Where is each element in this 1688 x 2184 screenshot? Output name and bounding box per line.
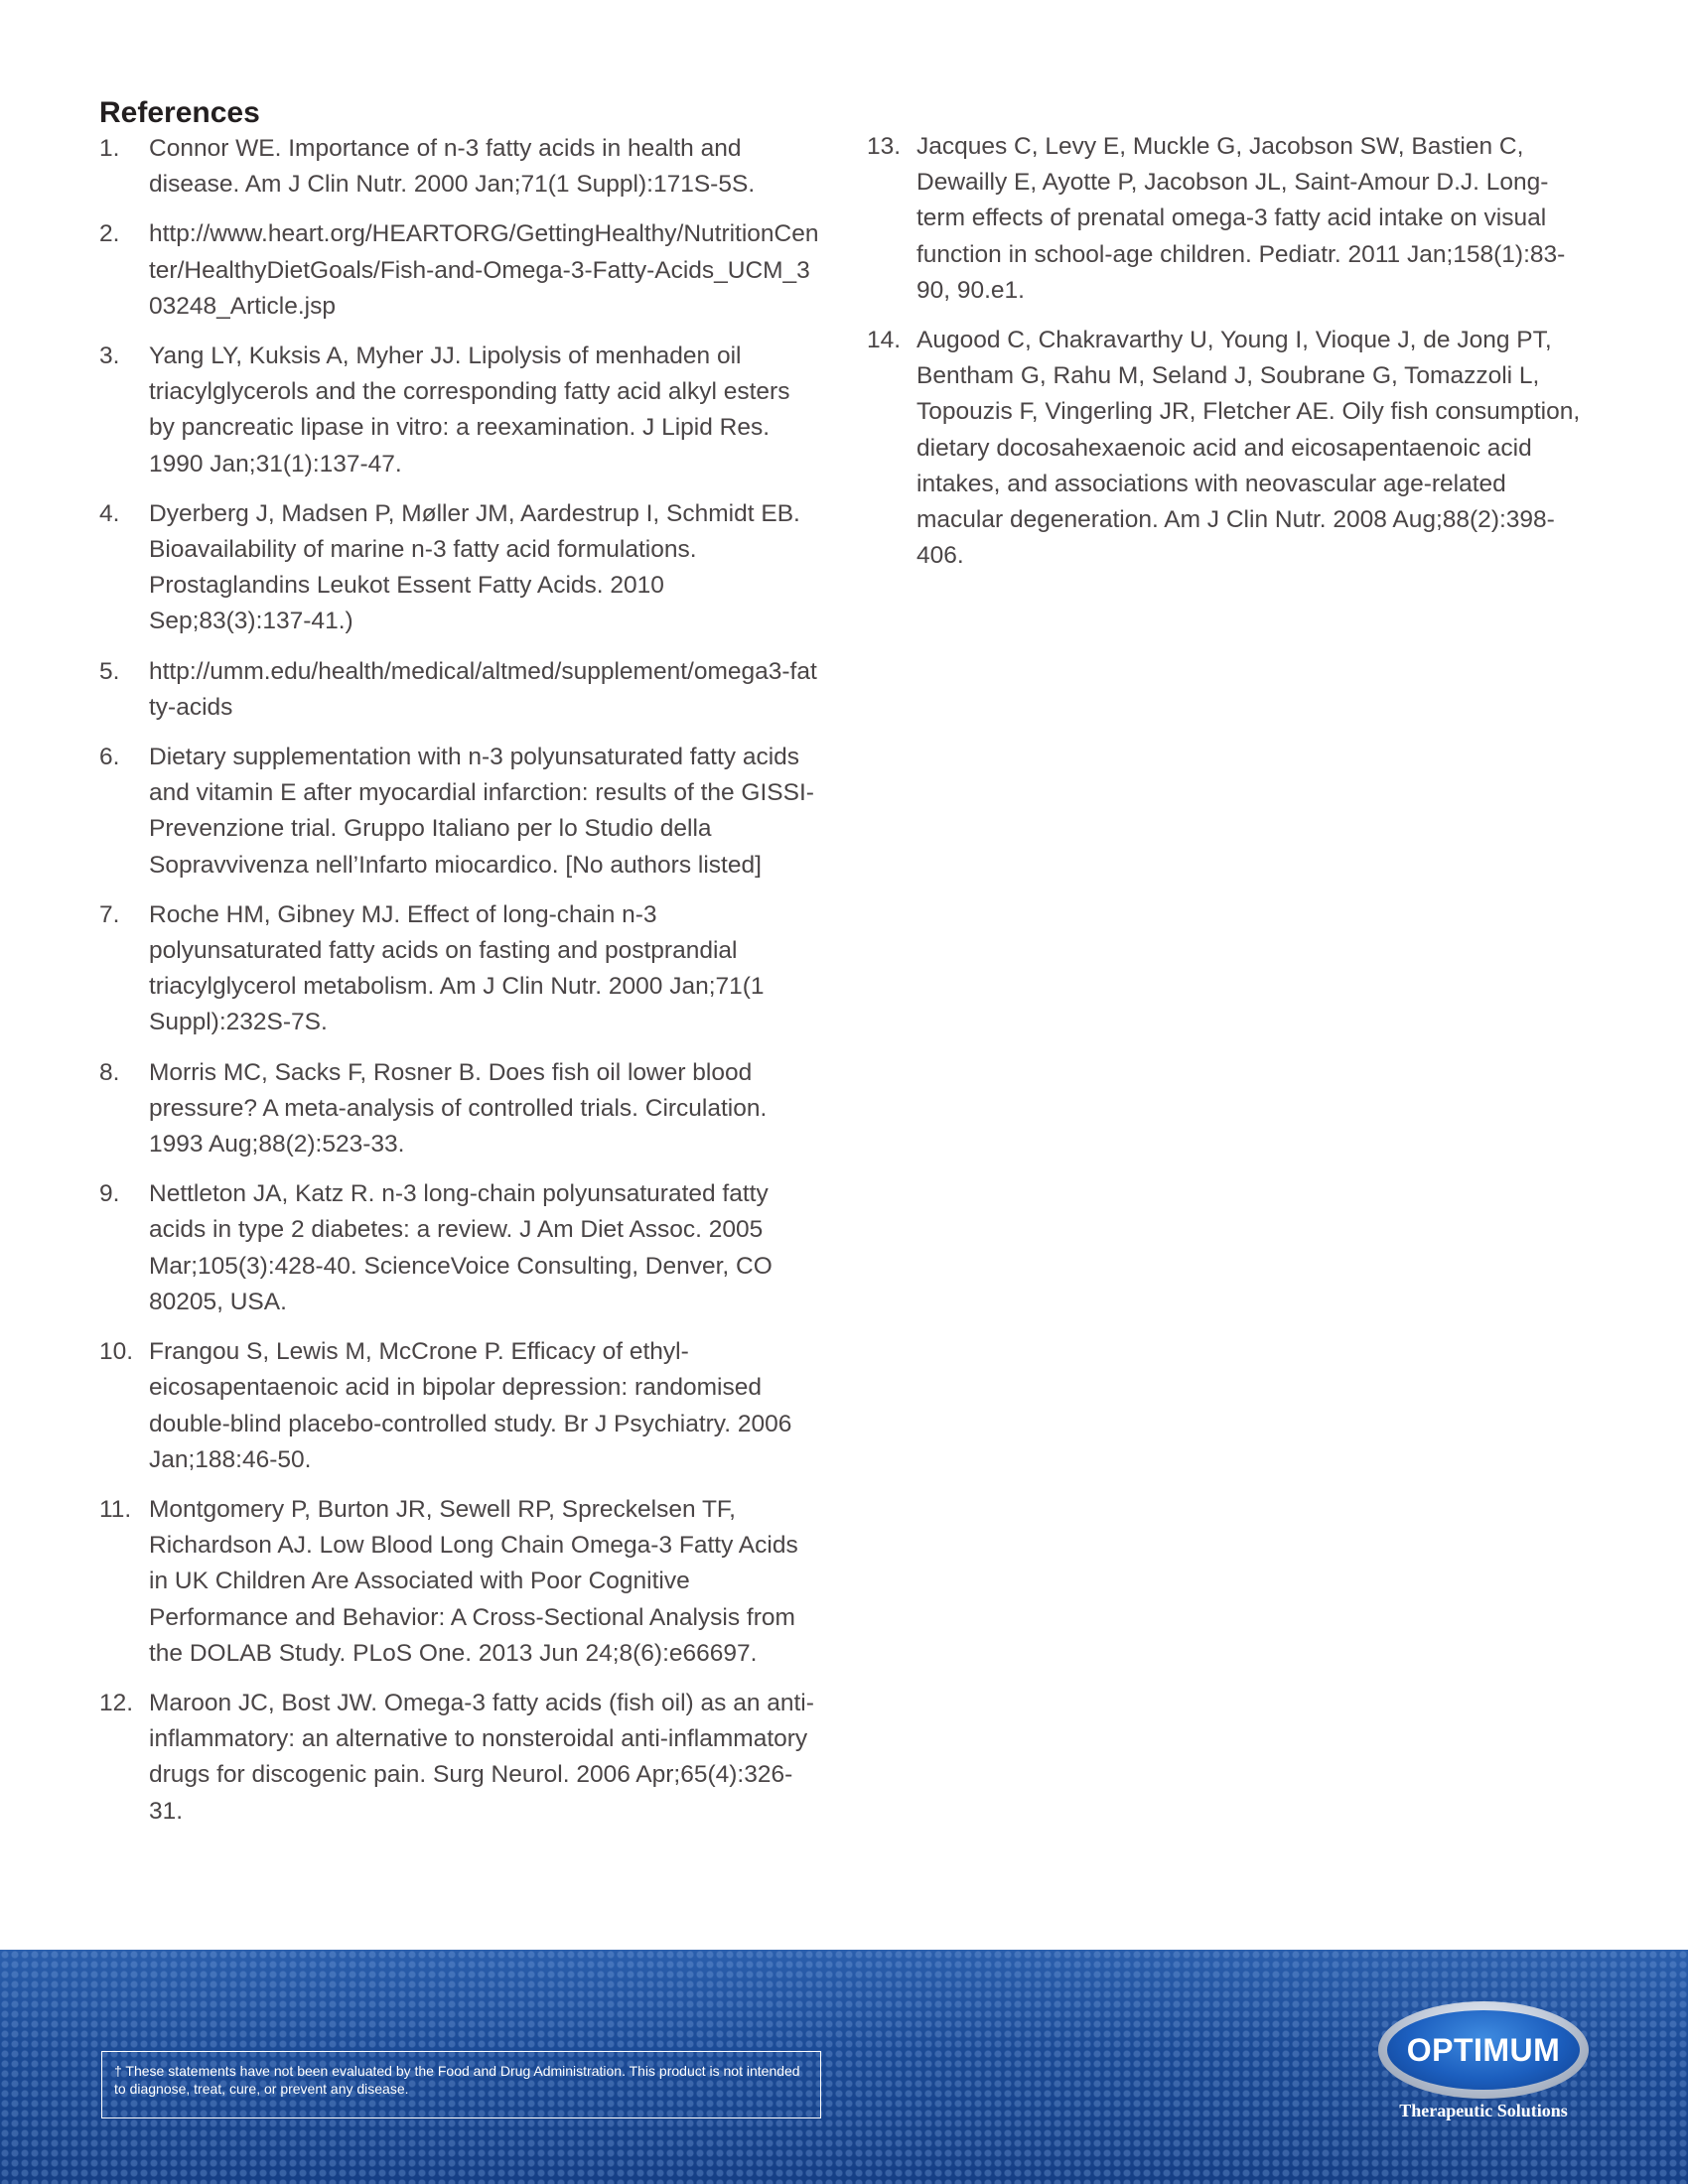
reference-text: Dyerberg J, Madsen P, Møller JM, Aardestrup I, Schmidt EB. Bioavailability of marine n-3 fatty acid formulations. Prostaglandins Leukot Essent Fatty Acids. 2010 Sep;83(3):137-41.) <box>149 499 800 635</box>
logo-tagline: Therapeutic Solutions <box>1399 2101 1568 2120</box>
reference-number: 13. <box>867 133 902 160</box>
reference-number: 5. <box>99 657 120 685</box>
references-heading: References <box>99 96 260 129</box>
optimum-logo <box>1378 2001 1589 2099</box>
reference-number: 9. <box>99 1180 120 1208</box>
reference-text: Dietary supplementation with n-3 polyunsaturated fatty acids and vitamin E after myocardial infarction: results of the GISSI-Prevenzione trial. Gruppo Italiano per lo Studio della Sopravvivenza nell’Infarto miocardico. [No authors listed] <box>149 744 814 879</box>
reference-number: 6. <box>99 744 120 771</box>
reference-text: Augood C, Chakravarthy U, Young I, Vioque J, de Jong PT, Bentham G, Rahu M, Seland J, Soubrane G, Tomazzoli L, Topouzis F, Vingerling JR, Fletcher AE. Oily fish consumption, dietary docosahexaenoic acid and eicosapentaenoic acid intakes, and associations with neovascular age-related macular degeneration. Am J Clin Nutr. 2008 Aug;88(2):398-406. <box>916 327 1581 570</box>
reference-item <box>867 323 1590 574</box>
reference-text: Nettleton JA, Katz R. n-3 long-chain polyunsaturated fatty acids in type 2 diabetes: a review. J Am Diet Assoc. 2005 Mar;105(3):428-40. ScienceVoice Consulting, Denver, CO 80205, USA. <box>149 1180 773 1315</box>
reference-number: 14. <box>867 327 902 354</box>
fda-disclaimer: † These statements have not been evaluated by the Food and Drug Administration. This product is not intended to diagnose, treat, cure, or prevent any disease. <box>101 2051 821 2118</box>
reference-link[interactable]: http://umm.edu/health/medical/altmed/supplement/omega3-fatty-acids <box>149 657 817 721</box>
reference-number: 2. <box>99 220 120 248</box>
reference-text: Morris MC, Sacks F, Rosner B. Does fish oil lower blood pressure? A meta-analysis of controlled trials. Circulation. 1993 Aug;88(2):523-33. <box>149 1058 768 1159</box>
reference-item <box>99 654 822 726</box>
reference-item <box>99 496 822 640</box>
reference-text: Maroon JC, Bost JW. Omega-3 fatty acids (fish oil) as an anti-inflammatory: an alternative to nonsteroidal anti-inflammatory drugs for discogenic pain. Surg Neurol. 2006 Apr;65(4):326-31. <box>149 1689 814 1825</box>
reference-item <box>867 129 1590 309</box>
reference-number: 10. <box>99 1338 134 1366</box>
reference-item <box>99 131 822 203</box>
reference-text: Yang LY, Kuksis A, Myher JJ. Lipolysis of menhaden oil triacylglycerols and the corresponding fatty acid alkyl esters by pancreatic lipase in vitro: a reexamination. J Lipid Res. 1990 Jan;31(1):137-47. <box>149 342 790 478</box>
reference-text: Roche HM, Gibney MJ. Effect of long-chain n-3 polyunsaturated fatty acids on fasting and postprandial triacylglycerol metabolism. Am J Clin Nutr. 2000 Jan;71(1 Suppl):232S-7S. <box>149 900 765 1036</box>
reference-number: 12. <box>99 1689 134 1716</box>
reference-item <box>99 1492 822 1672</box>
reference-item <box>99 1176 822 1320</box>
reference-item <box>99 1686 822 1830</box>
reference-text: Montgomery P, Burton JR, Sewell RP, Spreckelsen TF, Richardson AJ. Low Blood Long Chain Omega-3 Fatty Acids in UK Children Are Associated with Poor Cognitive Performance and Behavior: A Cross-Sectional Analysis from the DOLAB Study. PLoS One. 2013 Jun 24;8(6):e66697. <box>149 1495 798 1667</box>
reference-item <box>99 216 822 325</box>
reference-link[interactable]: http://www.heart.org/HEARTORG/GettingHealthy/NutritionCenter/HealthyDietGoals/Fish-and-Omega-3-Fatty-Acids_UCM_303248_Article.jsp <box>149 220 819 320</box>
reference-number: 1. <box>99 135 120 162</box>
reference-text: Connor WE. Importance of n-3 fatty acids in health and disease. Am J Clin Nutr. 2000 Jan;71(1 Suppl):171S-5S. <box>149 135 756 199</box>
reference-number: 8. <box>99 1058 120 1086</box>
reference-number: 4. <box>99 499 120 527</box>
references-column-right <box>867 129 1590 588</box>
reference-number: 11. <box>99 1495 132 1523</box>
reference-text: Jacques C, Levy E, Muckle G, Jacobson SW, Bastien C, Dewailly E, Ayotte P, Jacobson JL, Saint-Amour D.J. Long-term effects of prenatal omega-3 fatty acid intake on visual function in school-age children. Pediatr. 2011 Jan;158(1):83-90, 90.e1. <box>916 133 1566 304</box>
reference-item <box>99 339 822 482</box>
references-column-left <box>99 95 822 1843</box>
reference-number: 7. <box>99 900 120 928</box>
reference-item <box>99 1055 822 1163</box>
logo-wordmark: OPTIMUM <box>1406 2031 1561 2068</box>
reference-number: 3. <box>99 342 120 370</box>
reference-item <box>99 1334 822 1478</box>
reference-item <box>99 740 822 884</box>
reference-item <box>99 897 822 1041</box>
reference-text: Frangou S, Lewis M, McCrone P. Efficacy of ethyl-eicosapentaenoic acid in bipolar depression: randomised double-blind placebo-controlled study. Br J Psychiatry. 2006 Jan;188:46-50. <box>149 1338 792 1473</box>
